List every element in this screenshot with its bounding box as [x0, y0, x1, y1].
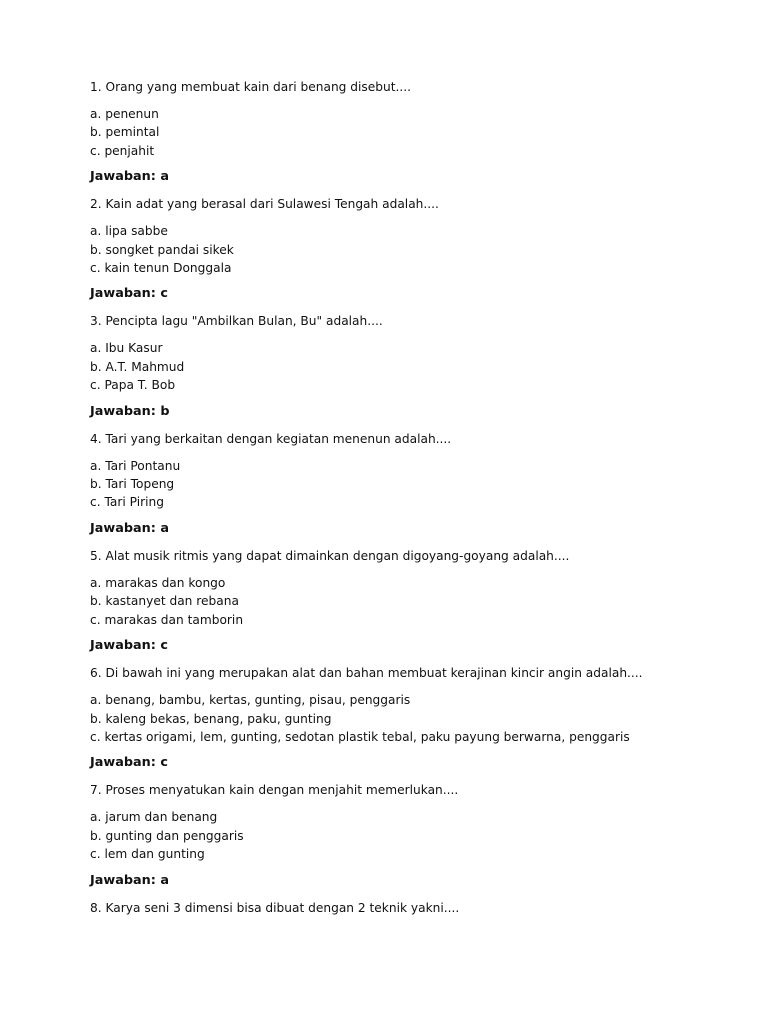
option-list	[90, 339, 728, 394]
option-list	[90, 457, 728, 512]
question-text: 1. Orang yang membuat kain dari benang disebut....	[90, 80, 411, 94]
option-c: c. marakas dan tamborin	[90, 612, 244, 627]
answer-key: Jawaban: b	[90, 403, 170, 419]
question-text: 3. Pencipta lagu "Ambilkan Bulan, Bu" adalah....	[90, 314, 383, 329]
question-text: 6. Di bawah ini yang merupakan alat dan bahan membuat kerajinan kincir angin adalah....	[90, 666, 643, 681]
option-b: b. Tari Topeng	[90, 477, 175, 492]
answer-key: Jawaban: c	[90, 755, 168, 771]
answer-key: Jawaban: c	[90, 286, 168, 302]
option-list	[90, 574, 728, 629]
option-a: a. jarum dan benang	[90, 810, 218, 825]
option-a: a. benang, bambu, kertas, gunting, pisau, penggaris	[90, 693, 411, 708]
question-text: 8. Karya seni 3 dimensi bisa dibuat dengan 2 teknik yakni....	[90, 900, 460, 915]
answer-key: Jawaban: a	[90, 169, 169, 185]
option-list	[90, 222, 728, 277]
option-b: b. gunting dan penggaris	[90, 828, 244, 843]
option-c: c. lem dan gunting	[90, 847, 205, 862]
question-6	[90, 664, 728, 772]
option-a: a. penenun	[90, 107, 159, 121]
option-a: a. Tari Pontanu	[90, 458, 181, 473]
question-4	[90, 430, 728, 538]
option-list	[90, 105, 728, 160]
question-8	[90, 899, 728, 917]
option-b: b. A.T. Mahmud	[90, 359, 185, 374]
option-b: b. pemintal	[90, 125, 160, 140]
option-b: b. kastanyet dan rebana	[90, 594, 239, 609]
question-1	[90, 78, 728, 186]
question-text: 7. Proses menyatukan kain dengan menjahit memerlukan....	[90, 783, 459, 798]
option-a: a. marakas dan kongo	[90, 575, 226, 590]
answer-key: Jawaban: c	[90, 638, 168, 654]
option-a: a. lipa sabbe	[90, 224, 168, 239]
option-c: c. Papa T. Bob	[90, 378, 176, 393]
option-list	[90, 691, 728, 746]
question-5	[90, 547, 728, 655]
question-text: 5. Alat musik ritmis yang dapat dimainkan dengan digoyang-goyang adalah....	[90, 548, 570, 563]
option-a: a. Ibu Kasur	[90, 341, 163, 356]
option-c: c. kain tenun Donggala	[90, 261, 232, 276]
question-7	[90, 781, 728, 889]
option-c: c. Tari Piring	[90, 495, 164, 510]
option-b: b. kaleng bekas, benang, paku, gunting	[90, 711, 332, 726]
option-list	[90, 808, 728, 863]
question-text: 2. Kain adat yang berasal dari Sulawesi Tengah adalah....	[90, 197, 439, 212]
option-c: c. penjahit	[90, 143, 155, 158]
question-2	[90, 195, 728, 303]
option-b: b. songket pandai sikek	[90, 242, 234, 257]
answer-key: Jawaban: a	[90, 520, 169, 536]
answer-key: Jawaban: a	[90, 872, 169, 888]
option-c: c. kertas origami, lem, gunting, sedotan plastik tebal, paku payung berwarna, penggaris	[90, 729, 630, 744]
question-3	[90, 312, 728, 420]
question-text: 4. Tari yang berkaitan dengan kegiatan menenun adalah....	[90, 431, 452, 446]
